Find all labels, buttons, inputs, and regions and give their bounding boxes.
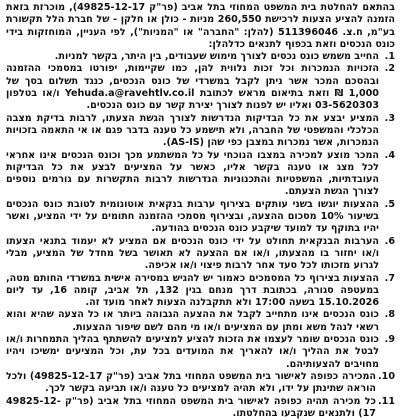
condition-item — [6, 63, 395, 112]
condition-text: הזכויות הנמכרות וכל זכות נלווית להן, כמו שקיימות, יפורטו במסמכי ההזמנה ובהסכם המכר אשר ניתן לקבל במשרדי של כונס הנכסים, כנגד תשלום בסך של 1,000 ₪ וזאת בתיאום מראש לכתובת Yehuda.a@ravehtlv.co.il ו/או בטלפון 03-5620303 ואליו יש לפנות לצורך יצירת קשר עם כונס הנכסים. — [6, 63, 379, 112]
condition-item — [6, 236, 395, 273]
condition-text: החייב משמש כונס נכסים לצורך מימוש שעבודים, בין היתר, בקשר למניות. — [6, 51, 379, 63]
condition-item — [6, 51, 395, 63]
condition-text: הערבות הבנקאית תחולט על ידי כונס הנכסים אם המציע לא יעמוד בתנאי הצעתו ו/או יחזור בו מהצעתו, ו/או אם ההצעה לא תאושר בשל מחדל של המציע, מבלי לגרוע מזכותו לכל סעד אחר לרבות פיצוי ו/או אכיפה. — [6, 236, 379, 273]
condition-number: 8. — [379, 309, 395, 334]
condition-number: 9. — [379, 334, 395, 371]
condition-number: 5. — [379, 199, 395, 236]
condition-number: 7. — [379, 273, 395, 310]
condition-text: המציע יבצע את כל הבדיקות הנדרשות לצורך הגשת הצעתו, לרבות בדיקת מצבה הכלכלי והמשפטי של החברה, ולא תישמע כל טענה בדבר פגם או אי התאמה בזכויות הנמכרות, אשר נמכרות במצבן כפי שהן (AS-IS). — [6, 113, 379, 150]
condition-text: המכירה כפופה לאישור בית המשפט המחוזי בתל אביב (פר"ק 49825-12-17) ולכל הוראה שתינתן על ידו, ולא תהיה למציעים כל טענה ו/או תביעה בקשר לכך. — [6, 371, 376, 396]
condition-item — [6, 396, 395, 420]
condition-text: ההצעות יוגשו בשני עותקים בצירוף ערבות בנקאית אוטונומית לטובת כונס הנכסים בשיעור 10% מסכום ההצעה, ובצירוף מסמכי ההזמנה חתומים על ידי המציע, ואשר יהיו בתוקף עד למועד שיקבע כונס הנכסים בהודעה. — [6, 199, 379, 236]
condition-text: המכר מוצע למכירה במצבו הנוכחי על כל המשתמע מכך וכונס הנכסים אינו אחראי לכל מצג או טענה בקשר אליו, כאשר על המציעים לבצע את כל הבדיקות העובדתיות, המשפטיות והתכנוניות הנדרשות לרבות התקשרות עם גורמים נוספים לצורך הגשת הצעתם. — [6, 150, 379, 199]
condition-item — [6, 273, 395, 310]
condition-number: 10. — [376, 371, 395, 396]
condition-item — [6, 150, 395, 199]
condition-text: כונס הנכסים אינו מתחייב לקבל את ההצעה הגבוהה ביותר או כל הצעה שהיא והוא רשאי לנהל משא ומתן עם המציעים ו/או מי מהם לשם שיפור ההצעות. — [6, 309, 379, 334]
condition-number: 11. — [376, 396, 395, 420]
condition-number: 3. — [379, 113, 395, 150]
condition-text: כונס הנכסים שומר לעצמו את הזכות להציע למציעים להשתתף בהליך התמחרות ו/או לבטל את ההליך ו/או להאריך את המועדים בכל עת, וכל המציעים ימשיכו ויהיו מחויבים להצעותיהם. — [6, 334, 379, 371]
condition-text: כל מכירה תהיה כפופה לאישור בית המשפט המחוזי בתל אביב (פר"ק 49825-12-17) ולתנאים שנקבעו בהחלטתו. — [6, 396, 376, 420]
condition-number: 1. — [379, 51, 395, 63]
condition-item — [6, 113, 395, 150]
conditions-list — [6, 51, 395, 420]
condition-item — [6, 199, 395, 236]
condition-item — [6, 334, 395, 371]
condition-number: 4. — [379, 150, 395, 199]
condition-number: 6. — [379, 236, 395, 273]
condition-item — [6, 309, 395, 334]
notice-intro: בהתאם להחלטת בית המשפט המחוזי בתל אביב (פר"ק 49825-12-17), מוכרזת בזאת הזמנה להציע הצעות לרכישת 260,550 מניות - כולן או חלקן - של חברת הלל תקשורת בע"מ, ח.צ. 511396046 (להלן: "החברה" או "המניות"), לפי העניין, המוחזקות בידי כונס הנכסים וזאת בכפוף לתנאים כדלהלן: — [6, 2, 395, 51]
condition-number: 2. — [379, 63, 395, 112]
condition-text: ההצעות בצירוף כל המסמכים כאמור יש להגיש במסירה אישית במשרדי החותם מטה, במעטפה סגורה, בכתובת דרך מנחם בגין 132, תל אביב, קומה 16, עד ליום 15.10.2026 בשעה 17:00 ולא תתקבלנה הצעות לאחר מועד זה. — [6, 273, 379, 310]
condition-item — [6, 371, 395, 396]
